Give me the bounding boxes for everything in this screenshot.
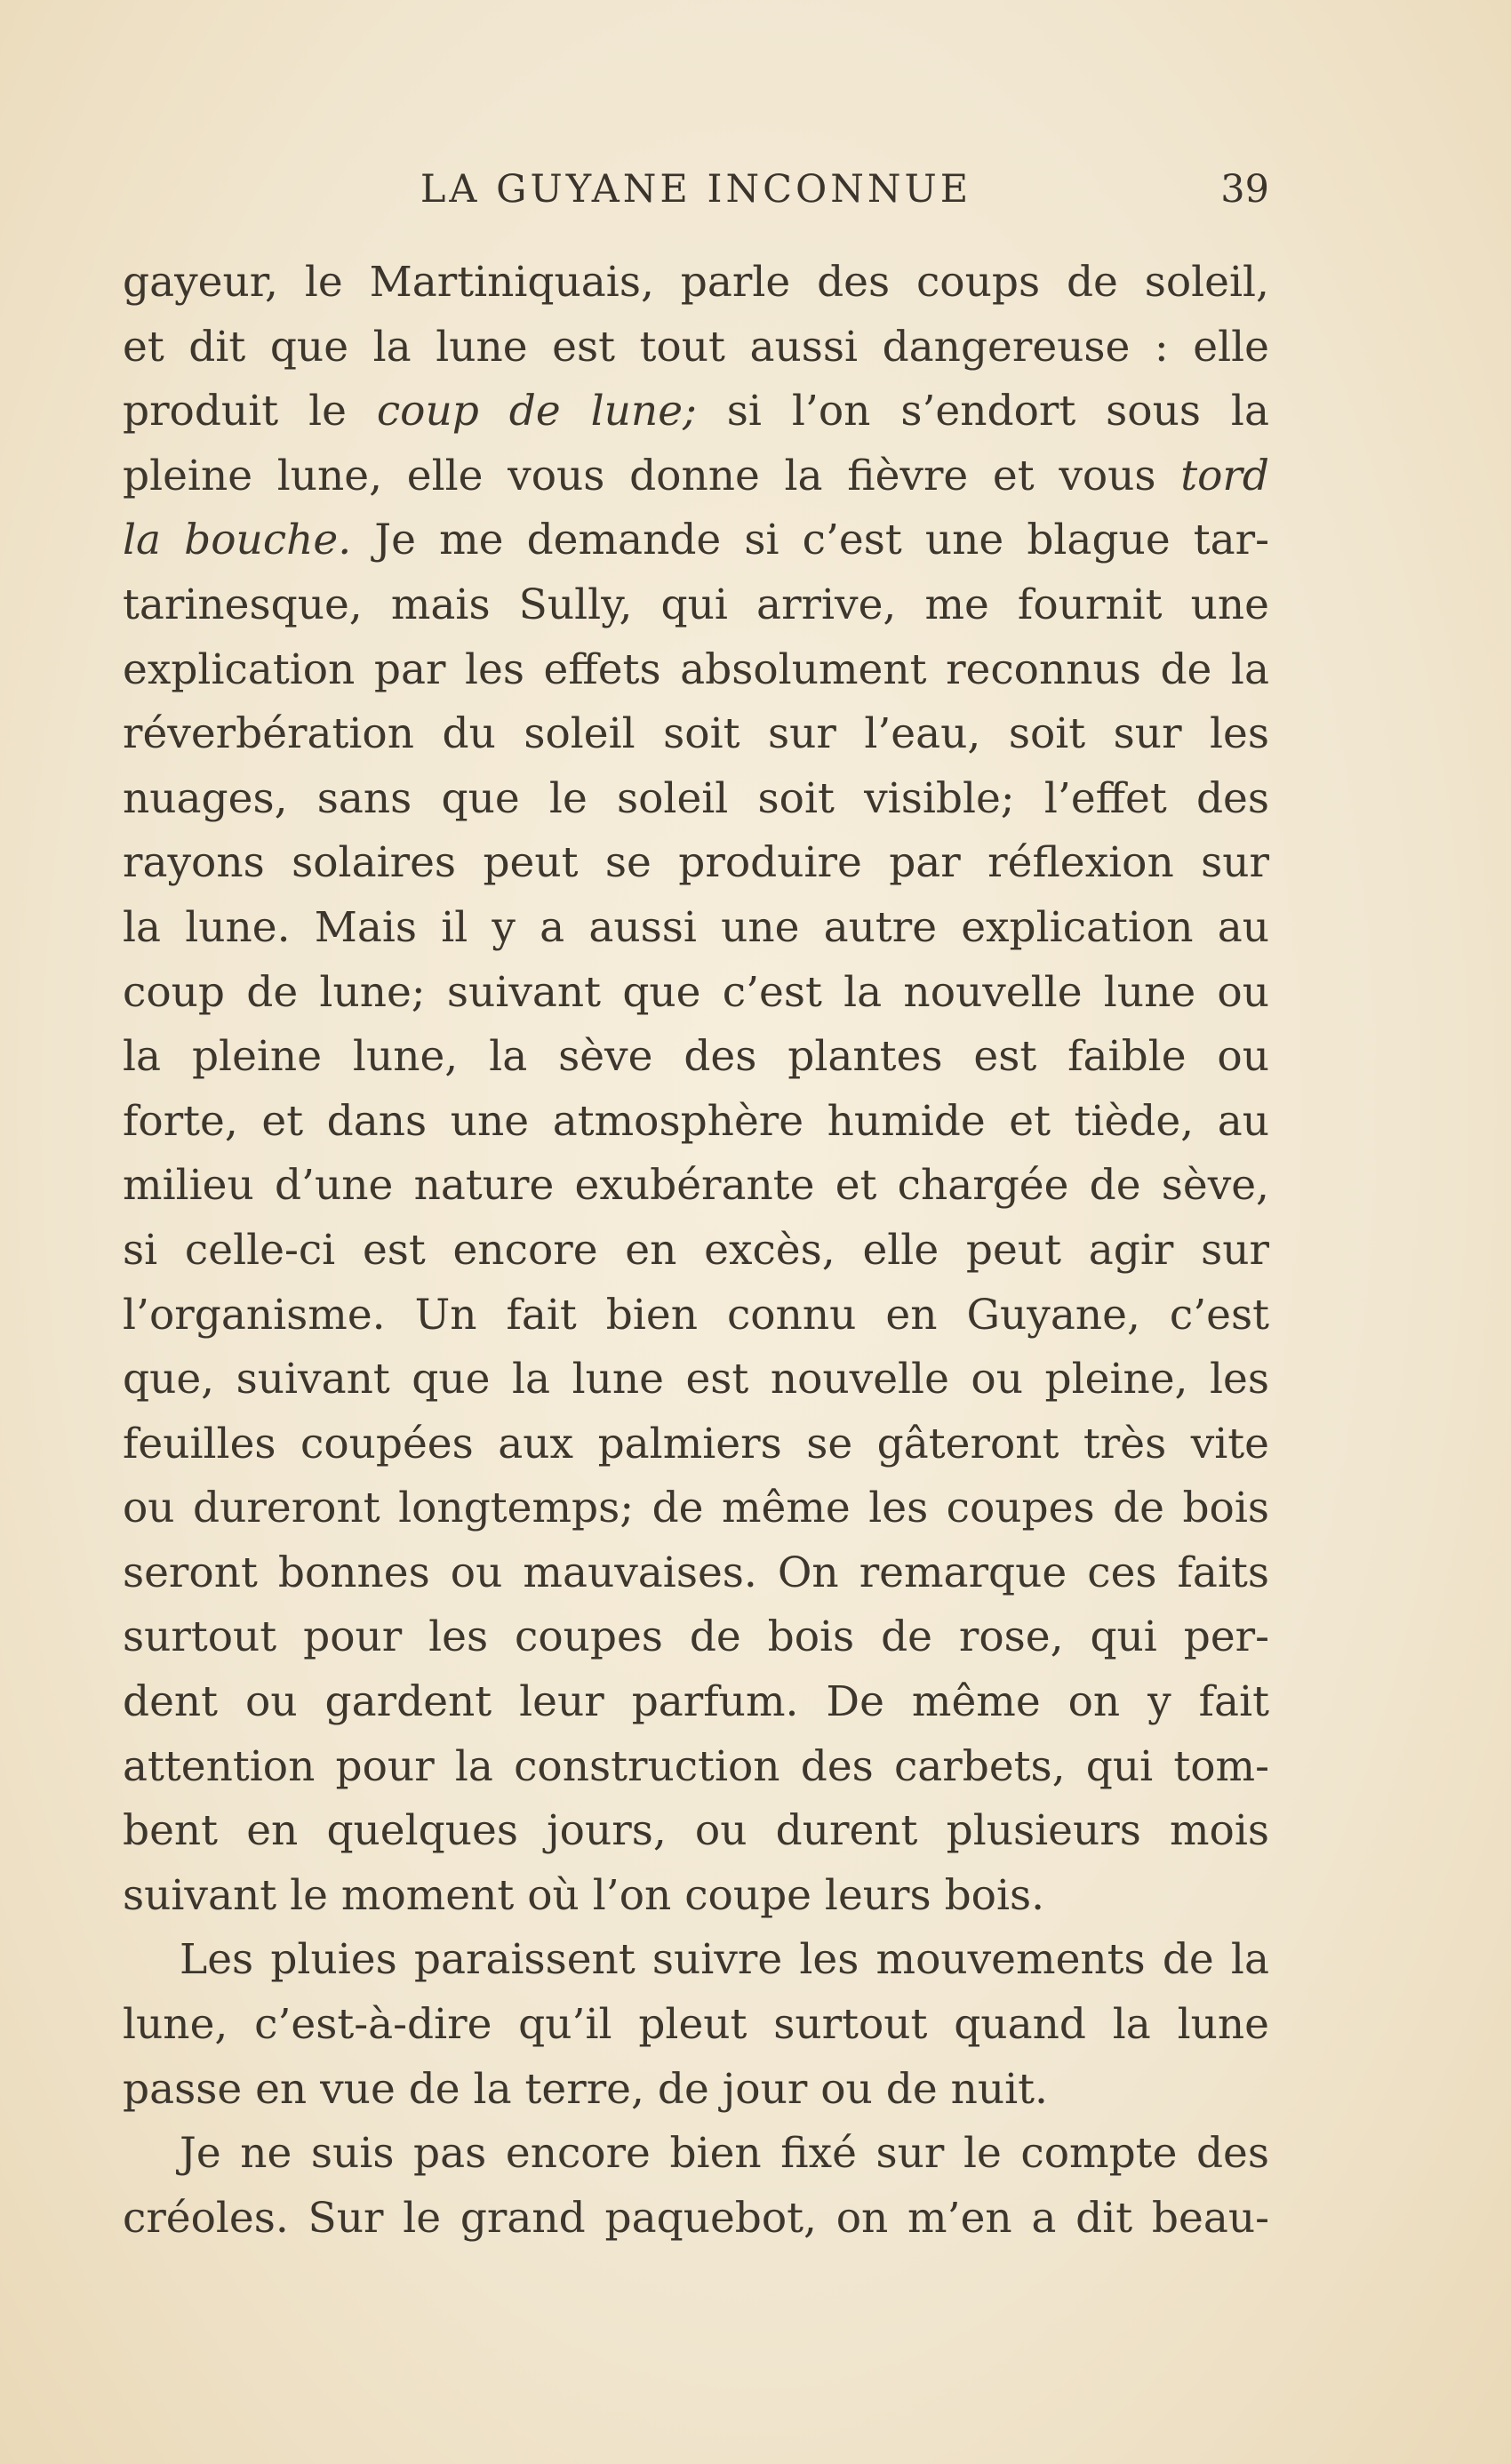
- text-segment: si l’on s’endort sous la: [696, 387, 1269, 436]
- text-line: la pleine lune, la sève des plantes est faible ou: [123, 1032, 1269, 1082]
- text-line: l’organisme. Un fait bien connu en Guyane, c’est: [123, 1290, 1269, 1340]
- text-line: réverbération du soleil soit sur l’eau, soit sur les: [123, 709, 1269, 759]
- text-line: lune, c’est-à-dire qu’il pleut surtout quand la lune: [123, 2000, 1269, 2050]
- italic-phrase: tord: [1180, 451, 1269, 500]
- text-line: explication par les effets absolument reconnus de la: [123, 644, 1269, 694]
- text-line: bent en quelques jours, ou durent plusieurs mois: [123, 1806, 1269, 1856]
- text-line: que, suivant que la lune est nouvelle ou pleine, les: [123, 1355, 1269, 1404]
- page-number: 39: [1220, 167, 1269, 212]
- text-line: dent ou gardent leur parfum. De même on y fait: [123, 1677, 1269, 1727]
- text-line: milieu d’une nature exubérante et chargée de sève,: [123, 1161, 1269, 1211]
- body-text: [123, 251, 1269, 2251]
- text-line: [123, 444, 1269, 509]
- text-segment: pleine lune, elle vous donne la fièvre et vous: [123, 451, 1181, 500]
- text-line: coup de lune; suivant que c’est la nouvelle lune ou: [123, 967, 1269, 1017]
- italic-phrase: la bouche.: [123, 516, 352, 565]
- text-line: si celle-ci est encore en excès, elle peut agir sur: [123, 1225, 1269, 1275]
- text-line: rayons solaires peut se produire par réflexion sur: [123, 838, 1269, 888]
- text-line: créoles. Sur le grand paquebot, on m’en a dit beau-: [123, 2193, 1269, 2243]
- text-line: nuages, sans que le soleil soit visible; l’effet des: [123, 773, 1269, 823]
- text-line: tarinesque, mais Sully, qui arrive, me fournit une: [123, 580, 1269, 629]
- text-line: Les pluies paraissent suivre les mouvements de la: [180, 1935, 1269, 1985]
- text-line: seront bonnes ou mauvaises. On remarque ces faits: [123, 1548, 1269, 1597]
- text-line: gayeur, le Martiniquais, parle des coups de soleil,: [123, 258, 1269, 307]
- text-segment: Je me demande si c’est une blague tar-: [351, 516, 1269, 565]
- text-line: [123, 380, 1269, 444]
- text-line: passe en vue de la terre, de jour ou de nuit.: [123, 2064, 1048, 2114]
- text-line: Je ne suis pas encore bien fixé sur le compte des: [180, 2129, 1269, 2179]
- text-line: la lune. Mais il y a aussi une autre explication au: [123, 902, 1269, 952]
- text-line: forte, et dans une atmosphère humide et tiède, au: [123, 1096, 1269, 1146]
- text-segment: produit le: [123, 387, 377, 436]
- text-line: [123, 508, 1269, 573]
- text-line: feuilles coupées aux palmiers se gâteront très vite: [123, 1419, 1269, 1468]
- text-line: surtout pour les coupes de bois de rose, qui per-: [123, 1612, 1269, 1662]
- text-line: attention pour la construction des carbets, qui tom-: [123, 1741, 1269, 1791]
- italic-phrase: coup de lune;: [376, 387, 697, 436]
- text-line: suivant le moment où l’on coupe leurs bois.: [123, 1870, 1045, 1920]
- text-line: et dit que la lune est tout aussi dangereuse : elle: [123, 322, 1269, 372]
- text-line: ou dureront longtemps; de même les coupes de bois: [123, 1484, 1269, 1533]
- page-header: [123, 167, 1269, 220]
- running-title: LA GUYANE INCONNUE: [420, 167, 972, 212]
